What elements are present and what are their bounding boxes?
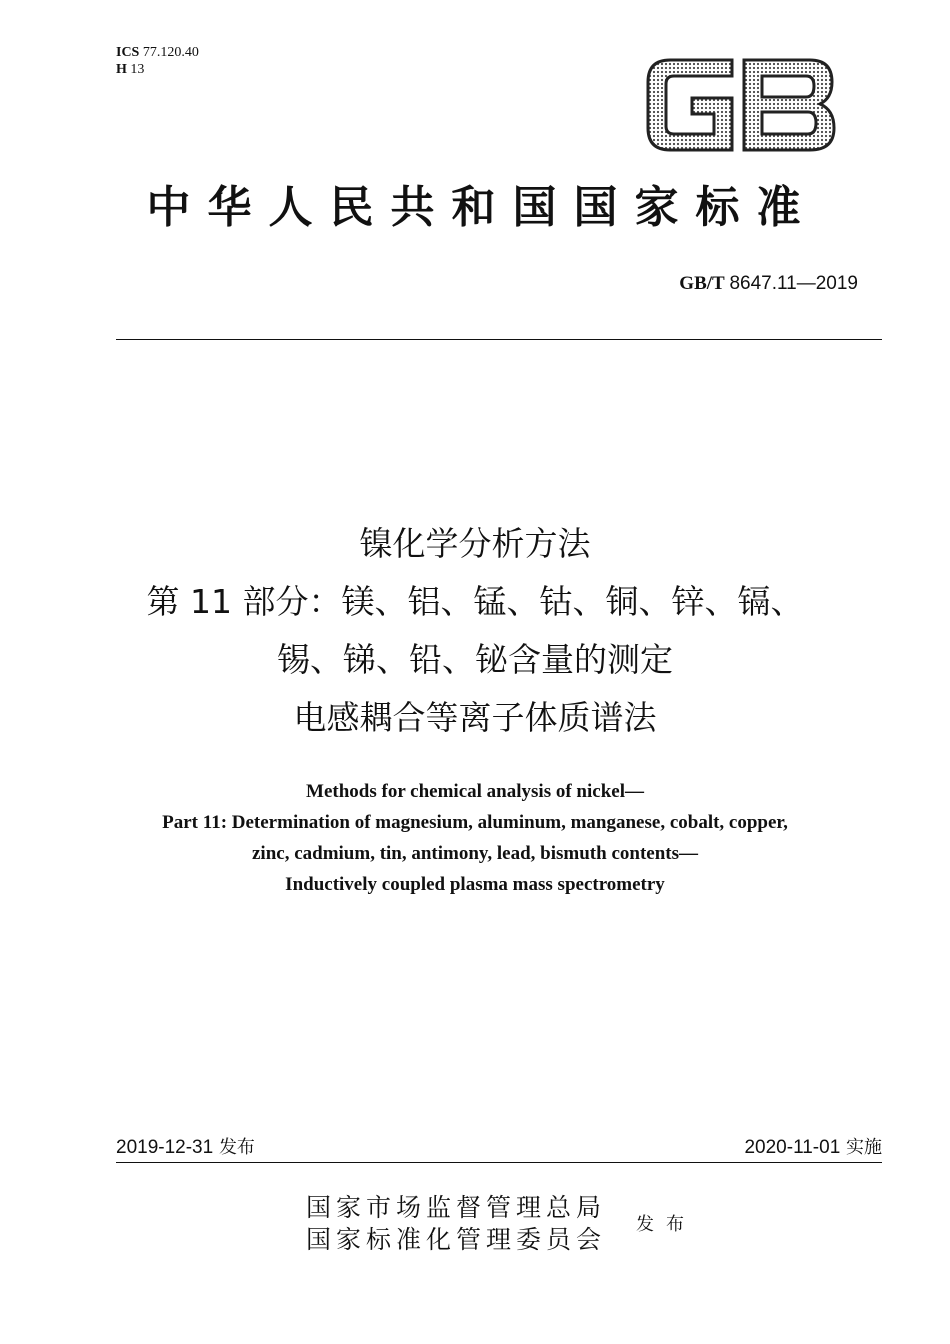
chinese-title-line-4: 电感耦合等离子体质谱法 bbox=[293, 698, 657, 737]
english-title bbox=[0, 776, 950, 900]
ics-label: ICS bbox=[116, 45, 140, 60]
logo-letter-b bbox=[744, 60, 834, 150]
issue-date bbox=[116, 1133, 255, 1159]
chinese-title-line-1: 镍化学分析方法 bbox=[359, 524, 591, 563]
ics-code bbox=[116, 44, 199, 61]
implementation-date bbox=[744, 1133, 882, 1159]
ccs-value: 13 bbox=[130, 62, 145, 77]
standard-number-prefix: GB/T bbox=[679, 273, 725, 294]
top-divider bbox=[116, 339, 882, 340]
release-label: 发布 bbox=[636, 1214, 696, 1235]
english-title-line-4: Inductively coupled plasma mass spectrometry bbox=[285, 874, 665, 895]
implementation-date-label: 实施 bbox=[846, 1137, 882, 1158]
english-title-line-1: Methods for chemical analysis of nickel— bbox=[306, 781, 644, 802]
gb-logo bbox=[640, 50, 840, 160]
standard-number-value: 8647.11—2019 bbox=[729, 273, 858, 294]
chinese-title-line-2: 第 11 部分：镁、铝、锰、钴、铜、锌、镉、 bbox=[146, 582, 804, 621]
issue-date-label: 发布 bbox=[218, 1137, 255, 1158]
standard-category-title: 中华人民共和国国家标准 bbox=[146, 182, 818, 233]
ccs-label: H bbox=[116, 62, 127, 77]
bottom-divider bbox=[116, 1162, 882, 1163]
english-title-line-3: zinc, cadmium, tin, antimony, lead, bismuth contents— bbox=[251, 843, 698, 864]
issuing-authorities bbox=[306, 1192, 606, 1256]
standard-number bbox=[679, 273, 858, 295]
classification-codes bbox=[116, 44, 199, 78]
issue-date-value: 2019-12-31 bbox=[116, 1137, 214, 1158]
issuing-authority-1: 国家市场监督管理总局 bbox=[306, 1193, 607, 1222]
chinese-title-line-3: 锡、锑、铅、铋含量的测定 bbox=[277, 640, 673, 679]
implementation-date-value: 2020-11-01 bbox=[744, 1137, 841, 1158]
logo-letter-g bbox=[648, 60, 732, 150]
chinese-title bbox=[0, 515, 950, 747]
english-title-line-2: Part 11: Determination of magnesium, aluminum, manganese, cobalt, copper, bbox=[162, 812, 788, 833]
issuing-authority-2: 国家标准化管理委员会 bbox=[306, 1225, 607, 1254]
ics-value: 77.120.40 bbox=[142, 45, 199, 60]
ccs-code bbox=[116, 61, 199, 78]
